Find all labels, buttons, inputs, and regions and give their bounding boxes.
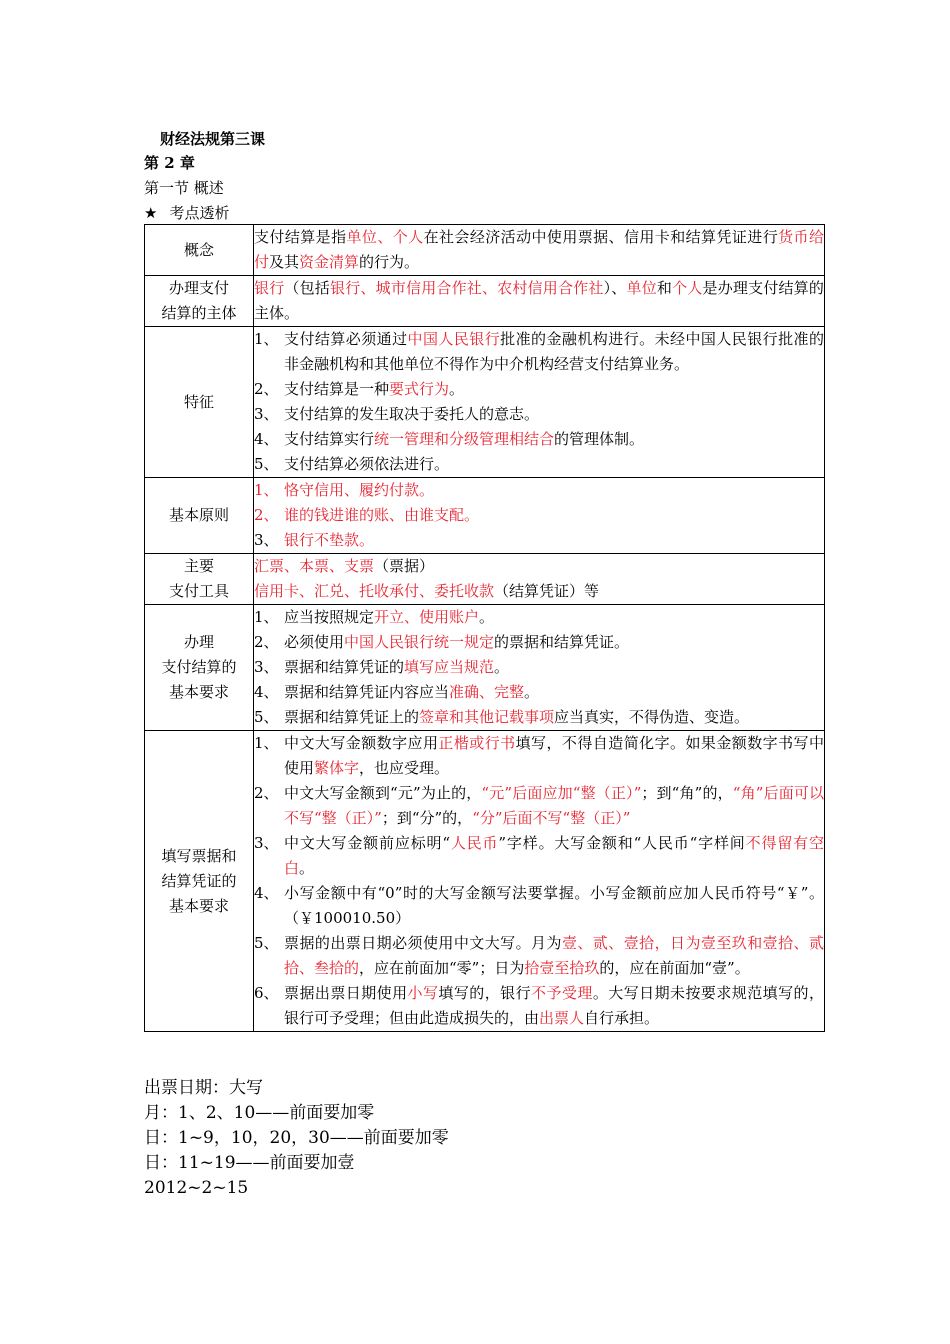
item-number: 2、 [254,784,279,802]
body-text: （包括 [284,279,331,297]
body-text: 票据和结算凭证的 [284,658,405,676]
item-text [284,781,824,831]
item-text [284,402,824,427]
body-text: 中文大写金额数字应用 [284,734,439,752]
highlighted-text: 壹、贰、壹拾，日为壹至玖和壹拾、贰拾、叁拾的 [284,934,824,977]
table-row [145,327,825,478]
item-number: 1、 [254,481,279,499]
highlighted-text: 汇票、本票、支票 [254,557,375,575]
body-text: 的行为。 [359,253,420,271]
item-number: 5、 [254,455,279,473]
content-line [254,579,824,604]
date-notes [144,1076,449,1201]
body-text: 支付结算必须依法进行。 [284,455,450,473]
row-label: 基本原则 [145,478,254,554]
note-line: 2012~2~15 [144,1178,249,1198]
note-line: 月：1、2、10——前面要加零 [144,1103,375,1123]
item-number: 3、 [254,658,279,676]
item-text [284,377,824,402]
highlighted-text: 恪守信用、履约付款。 [284,481,435,499]
body-text: （票据） [374,557,435,575]
list-item [254,781,824,831]
body-text: 。 [479,608,495,626]
item-text [284,731,824,781]
item-text [284,705,824,730]
highlighted-text: 不予受理 [531,984,593,1002]
body-text: 及其 [269,253,300,271]
body-text: 填写的，银行 [438,984,532,1002]
body-text: 票据的出票日期必须使用中文大写。月为 [284,934,562,952]
highlighted-text: 单位、个人 [346,228,424,246]
item-text [284,452,824,477]
body-text: 的，应在前面加“壹”。 [599,959,750,977]
item-text [284,831,824,881]
highlighted-text: 繁体字 [314,759,360,777]
item-text [284,655,824,680]
body-text: 。 [524,683,540,701]
highlighted-text: 个人 [672,279,703,297]
table-row [145,605,825,731]
item-text [284,605,824,630]
note-line: 日：11~19——前面要加壹 [144,1153,355,1173]
content-line [254,554,824,579]
highlighted-text: 准确、完整 [449,683,525,701]
body-text: 的管理体制。 [554,430,645,448]
item-text [284,680,824,705]
body-text: 的票据和结算凭证。 [494,633,630,651]
highlighted-text: 资金清算 [299,253,360,271]
content-line [254,276,824,326]
list-item [254,528,824,553]
highlighted-text: 不得留有空白 [284,834,824,877]
row-content [254,276,825,327]
highlighted-text: 填写应当规范 [404,658,495,676]
content-line [254,225,824,275]
row-content [254,605,825,731]
item-text [284,427,824,452]
item-number: 5、 [254,934,279,952]
table-row [145,731,825,1032]
list-item [254,705,824,730]
row-content [254,478,825,554]
body-text: 支付结算必须通过 [284,330,408,348]
list-item [254,377,824,402]
item-number: 4、 [254,430,279,448]
item-text [284,327,824,377]
key-points-heading [144,202,229,223]
highlighted-text: 出票人 [539,1009,585,1027]
document-title: 财经法规第三课 [160,130,266,148]
body-text: ）、 [603,279,627,297]
table-row [145,276,825,327]
highlighted-text: 要式行为 [389,380,450,398]
body-text: ，也应受理。 [359,759,450,777]
key-points-label: 考点透析 [169,204,230,222]
body-text: 。 [299,859,315,877]
highlighted-text: 正楷或行书 [438,734,516,752]
highlighted-text: 开立、使用账户 [374,608,480,626]
item-text [284,630,824,655]
highlighted-text: 信用卡、汇兑、托收承付、委托收款 [254,582,495,600]
highlighted-text: 单位 [626,279,657,297]
highlighted-text: 人民币 [450,834,499,852]
highlighted-text: 小写 [407,984,439,1002]
item-number: 1、 [254,734,279,752]
key-points-table [144,224,825,1032]
body-text: 。大写日期未按要求规范填写的，银行可予受理；但由此造成损失的，由 [284,984,824,1027]
highlighted-text: 统一管理和分级管理相结合 [374,430,555,448]
table-row [145,225,825,276]
row-content [254,327,825,478]
item-text [284,503,824,528]
list-item [254,503,824,528]
row-label: 概念 [145,225,254,276]
list-item [254,327,824,377]
list-item [254,981,824,1031]
body-text: 支付结算是一种 [284,380,390,398]
body-text: 小写金额中有“0”时的大写金额写法要掌握。小写金额前应加人民币符号“￥”。（￥100010.50） [284,884,824,927]
body-text: 中文大写金额到“元”为止的， [284,784,482,802]
item-number: 3、 [254,834,279,852]
item-number: 6、 [254,984,279,1002]
item-text [284,981,824,1031]
item-number: 3、 [254,405,279,423]
body-text: ”字样。大写金额和“人民币“字样间 [498,834,746,852]
body-text: ；到“分”的， [381,809,473,827]
body-text: 批准的金融机构进行。未经中国人民银行批准的非金融机构和其他单位不得作为中介机构经营支付结算业务。 [284,330,824,373]
body-text: 。 [494,658,510,676]
item-number: 4、 [254,884,279,902]
highlighted-text: “元”后面应加“整（正）” [481,784,642,802]
highlighted-text: “分”后面不写“整（正）” [472,809,631,827]
highlighted-text: “角”后面可以不写“整（正）” [284,784,825,827]
highlighted-text: 货币给付 [254,228,824,271]
section-heading: 第一节 概述 [144,179,224,197]
body-text: 支付结算实行 [284,430,375,448]
body-text: 必须使用 [284,633,345,651]
row-label: 主要 支付工具 [145,554,254,605]
list-item [254,630,824,655]
item-text [284,478,824,503]
item-number: 1、 [254,330,279,348]
row-label: 填写票据和 结算凭证的 基本要求 [145,731,254,1032]
highlighted-text: 银行、城市信用合作社、农村信用合作社 [330,279,604,297]
list-item [254,731,824,781]
list-item [254,655,824,680]
row-content [254,554,825,605]
body-text: 应当真实，不得伪造、变造。 [554,708,750,726]
item-number: 3、 [254,531,279,549]
body-text: 票据和结算凭证上的 [284,708,420,726]
body-text: 是办理支付结算的主体。 [254,279,824,322]
item-number: 1、 [254,608,279,626]
body-text: ；到“角”的， [641,784,733,802]
list-item [254,452,824,477]
highlighted-text: 谁的钱进谁的账、由谁支配。 [284,506,480,524]
body-text: 在社会经济活动中使用票据、信用卡和结算凭证进行 [423,228,779,246]
list-item [254,680,824,705]
body-text: 中文大写金额前应标明“ [284,834,451,852]
row-content [254,731,825,1032]
item-text [284,528,824,553]
list-item [254,881,824,931]
body-text: ，应在前面加“零”；日为 [359,959,525,977]
body-text: 票据和结算凭证内容应当 [284,683,450,701]
item-number: 2、 [254,380,279,398]
item-number: 2、 [254,633,279,651]
highlighted-text: 银行 [254,279,285,297]
highlighted-text: 中国人民银行统一规定 [344,633,495,651]
row-label: 办理 支付结算的 基本要求 [145,605,254,731]
row-content [254,225,825,276]
highlighted-text: 银行不垫款。 [284,531,375,549]
item-number: 5、 [254,708,279,726]
item-number: 2、 [254,506,279,524]
table-row [145,478,825,554]
list-item [254,931,824,981]
list-item [254,478,824,503]
body-text: （结算凭证）等 [494,582,600,600]
body-text: 应当按照规定 [284,608,375,626]
list-item [254,427,824,452]
list-item [254,605,824,630]
highlighted-text: 签章和其他记载事项 [419,708,555,726]
item-number: 4、 [254,683,279,701]
chapter-heading: 第 2 章 [144,154,195,172]
item-text [284,931,824,981]
row-label: 办理支付 结算的主体 [145,276,254,327]
body-text: 。 [449,380,465,398]
body-text: 自行承担。 [584,1009,660,1027]
body-text: 支付结算的发生取决于委托人的意志。 [284,405,540,423]
list-item [254,402,824,427]
note-line: 出票日期：大写 [144,1078,263,1098]
table-row [145,554,825,605]
highlighted-text: 中国人民银行 [407,330,501,348]
body-text: 支付结算是指 [254,228,347,246]
row-label: 特征 [145,327,254,478]
highlighted-text: 拾壹至拾玖 [524,959,600,977]
body-text: 填写，不得自造简化字。如果金额数字书写中使用 [284,734,824,777]
star-icon: ★ [144,204,158,222]
note-line: 日：1~9，10，20，30——前面要加零 [144,1128,449,1148]
body-text: 票据出票日期使用 [284,984,408,1002]
body-text: 和 [656,279,673,297]
list-item [254,831,824,881]
item-text [284,881,824,931]
